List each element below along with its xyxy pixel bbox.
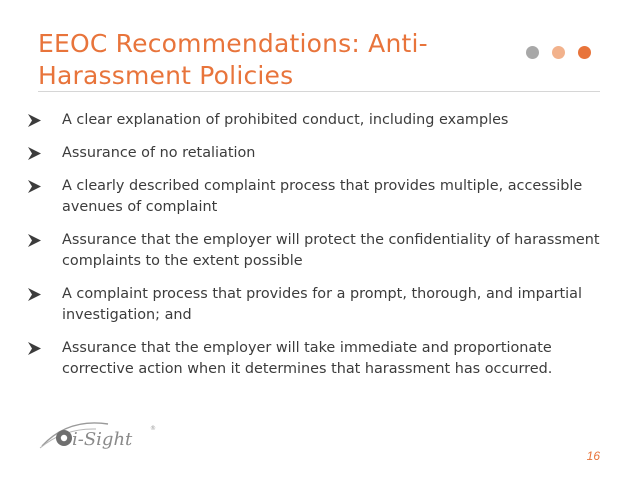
light-orange-dot-icon [552,46,565,59]
bullet-text: A complaint process that provides for a prompt, thorough, and impartial investigation; and [62,286,582,323]
bullet-item [24,176,614,218]
arrowhead-bullet-icon [27,287,42,302]
bullet-text: Assurance that the employer will take immediate and proportionate corrective action when it determines that harassment has occurred. [62,340,553,377]
arrowhead-bullet-icon [27,113,42,128]
bullet-item [24,338,614,380]
arrowhead-bullet-icon [27,179,42,194]
bullet-text: A clearly described complaint process that provides multiple, accessible avenues of complaint [62,178,583,215]
decorative-dots [526,46,591,60]
logo-text: i-Sight [72,429,133,450]
page-number: 16 [586,449,600,463]
bullet-text: Assurance that the employer will protect the confidentiality of harassment complaints to the extent possible [62,232,600,269]
arrowhead-bullet-icon [27,341,42,356]
arrowhead-bullet-icon [27,233,42,248]
bullet-text: A clear explanation of prohibited conduct, including examples [62,112,509,128]
orange-dot-icon [578,46,591,59]
arrowhead-bullet-icon [27,146,42,161]
title-divider [38,91,600,92]
bullet-item [24,143,614,164]
svg-text:®: ® [150,425,156,432]
bullet-item [24,230,614,272]
bullet-item [24,110,614,131]
bullet-item [24,284,614,326]
bullet-text: Assurance of no retaliation [62,145,256,161]
bullet-list [24,110,614,392]
slide-title: EEOC Recommendations: Anti-Harassment Policies [38,29,428,90]
i-sight-logo-icon [38,416,168,452]
gray-dot-icon [526,46,539,59]
